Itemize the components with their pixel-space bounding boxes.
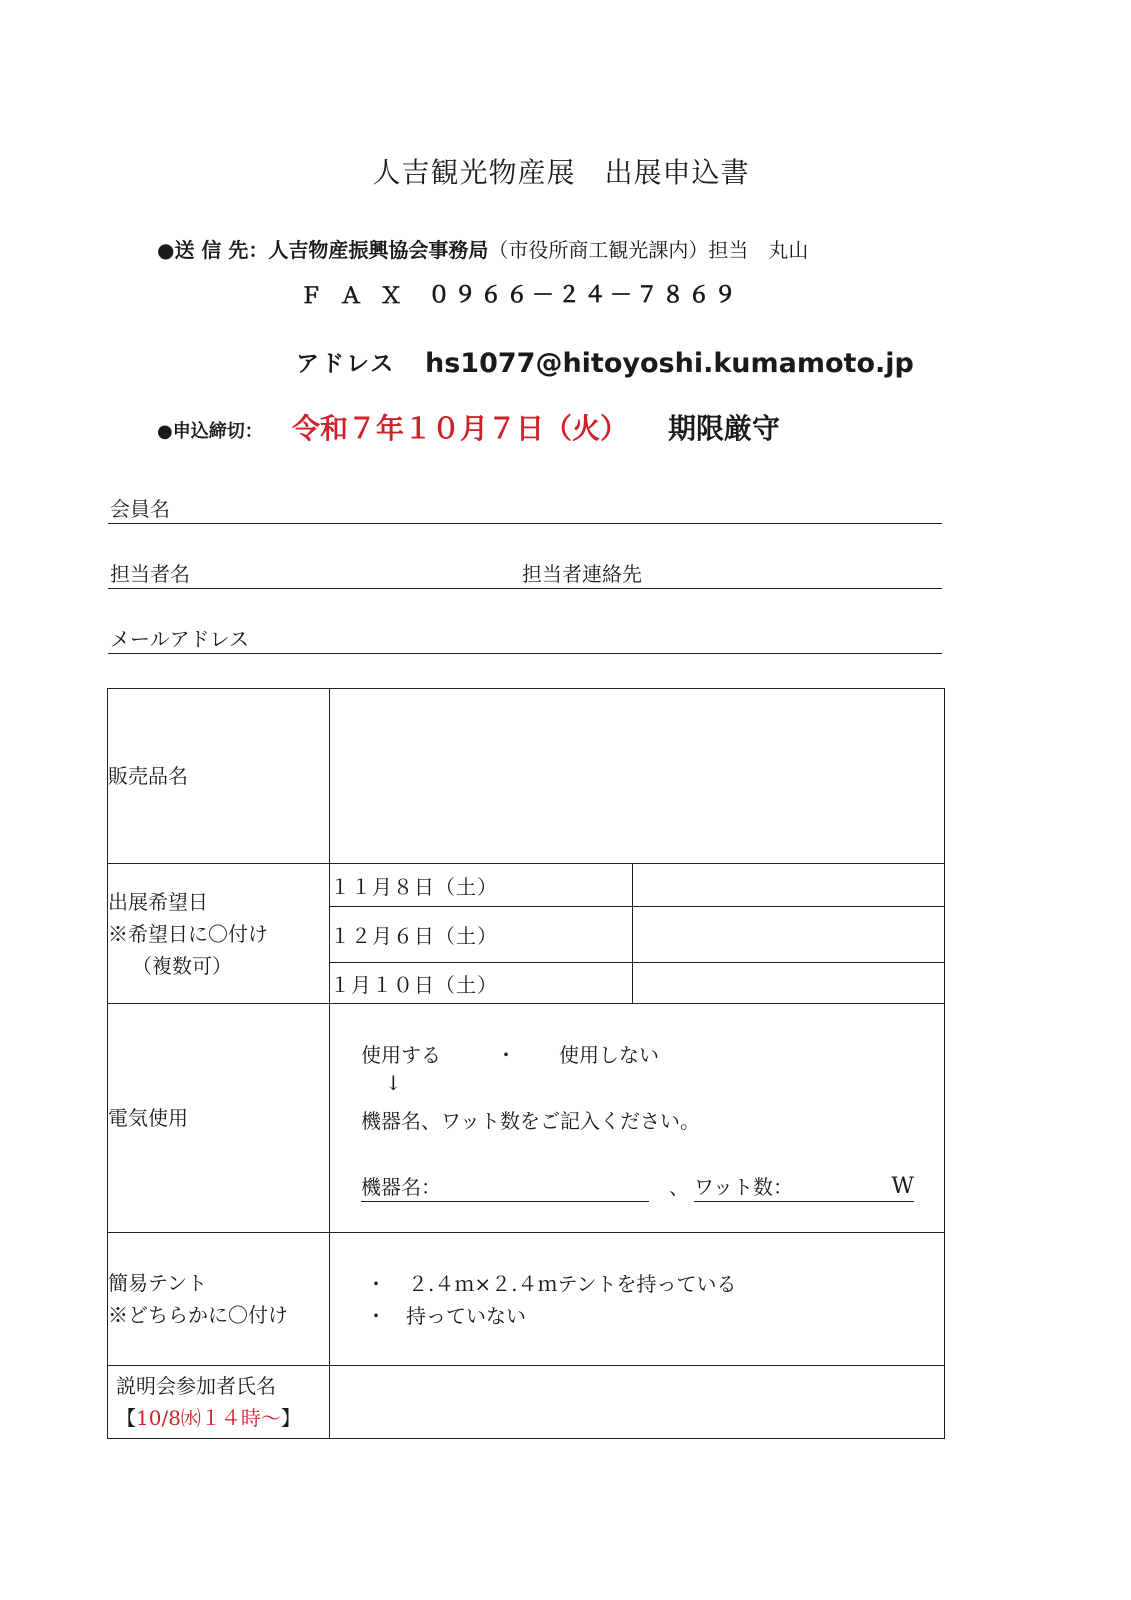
recipient-line <box>157 238 808 262</box>
wattage-label: ワット数： <box>694 1175 793 1199</box>
recipient-contact: 担当 丸山 <box>708 238 809 262</box>
tent-note: ※どちらかに〇付け <box>108 1303 288 1327</box>
electric-not-use-option: 使用しない <box>559 1043 659 1067</box>
electric-instruction: 機器名、ワット数をご記入ください。 <box>361 1109 700 1133</box>
electric-use-option: 使用する <box>361 1043 441 1067</box>
tent-label-cell <box>108 1233 330 1366</box>
recipient-dept: （市役所商工観光課内） <box>488 238 709 262</box>
device-name-label: 機器名： <box>361 1175 441 1199</box>
briefing-bracket-close: 】 <box>280 1406 301 1430</box>
briefing-label: 説明会参加者氏名 <box>116 1374 276 1398</box>
product-label: 販売品名 <box>108 689 330 864</box>
detail-comma: 、 <box>669 1175 689 1199</box>
briefing-bracket-open: 【 <box>116 1406 136 1430</box>
deadline-label: ●申込締切： <box>157 421 263 442</box>
date-option-2: １２月６日（土） <box>330 907 633 963</box>
email-field <box>108 626 942 654</box>
table-row-product <box>108 689 945 864</box>
electric-detail-line <box>361 1173 914 1202</box>
briefing-schedule: 10/8㈬１４時～ <box>136 1406 281 1430</box>
application-table <box>107 688 944 1439</box>
deadline-date: 令和７年１０月７日（火） <box>292 412 629 445</box>
table-row-tent <box>108 1233 945 1366</box>
table-row-electric <box>108 1004 945 1233</box>
recipient-label: ●送 信 先： <box>157 238 269 262</box>
tent-option-own: ２.４ｍ×２.４ｍテントを持っている <box>408 1272 737 1296</box>
tent-option-not-own: 持っていない <box>406 1304 526 1328</box>
electric-separator: ・ <box>496 1043 516 1067</box>
tent-label: 簡易テント <box>108 1271 207 1295</box>
briefing-schedule-line <box>116 1402 329 1434</box>
member-name-label: 会員名 <box>110 497 170 521</box>
tent-content-cell <box>330 1233 945 1366</box>
electric-content-cell <box>330 1004 945 1233</box>
email-address-value: hs1077@hitoyoshi.kumamoto.jp <box>425 348 914 379</box>
table-row-briefing <box>108 1366 945 1439</box>
briefing-entry-cell <box>330 1366 945 1439</box>
date-mark-cell-3 <box>633 963 945 1004</box>
date-mark-cell-1 <box>633 864 945 907</box>
wattage-blank <box>694 1173 914 1202</box>
briefing-label-cell <box>108 1366 330 1439</box>
product-entry-cell <box>330 689 945 864</box>
form-title: 人吉観光物産展 出展申込書 <box>372 156 750 189</box>
contact-person-field <box>108 561 942 589</box>
device-name-blank <box>361 1173 649 1202</box>
deadline-note: 期限厳守 <box>668 412 781 445</box>
dates-label: 出展希望日 <box>108 889 208 914</box>
down-arrow-icon: ↓ <box>385 1071 402 1095</box>
member-name-field <box>108 496 942 524</box>
dates-label-cell <box>108 864 330 1004</box>
fax-number: ０９６６－２４－７８６９ <box>428 283 741 308</box>
date-option-1: １１月８日（土） <box>330 864 633 907</box>
email-address-label: アドレス <box>296 351 396 377</box>
date-option-3: １月１０日（土） <box>330 963 633 1004</box>
wattage-unit: W <box>891 1174 914 1199</box>
tent-option-bullet-1: ・ <box>366 1272 386 1296</box>
electric-label: 電気使用 <box>108 1004 330 1233</box>
contact-person-label: 担当者名 <box>110 562 190 586</box>
date-mark-cell-2 <box>633 907 945 963</box>
fax-label: ＦＡＸ <box>300 284 421 309</box>
recipient-org: 人吉物産振興協会事務局 <box>268 238 489 262</box>
table-row-dates <box>108 864 945 907</box>
dates-note: ※希望日に〇付け <box>108 921 268 946</box>
email-label: メールアドレス <box>110 627 249 651</box>
contact-info-label: 担当者連絡先 <box>522 562 642 586</box>
tent-option-bullet-2: ・ <box>366 1304 386 1328</box>
dates-note-multiple: （複数可） <box>132 953 232 978</box>
